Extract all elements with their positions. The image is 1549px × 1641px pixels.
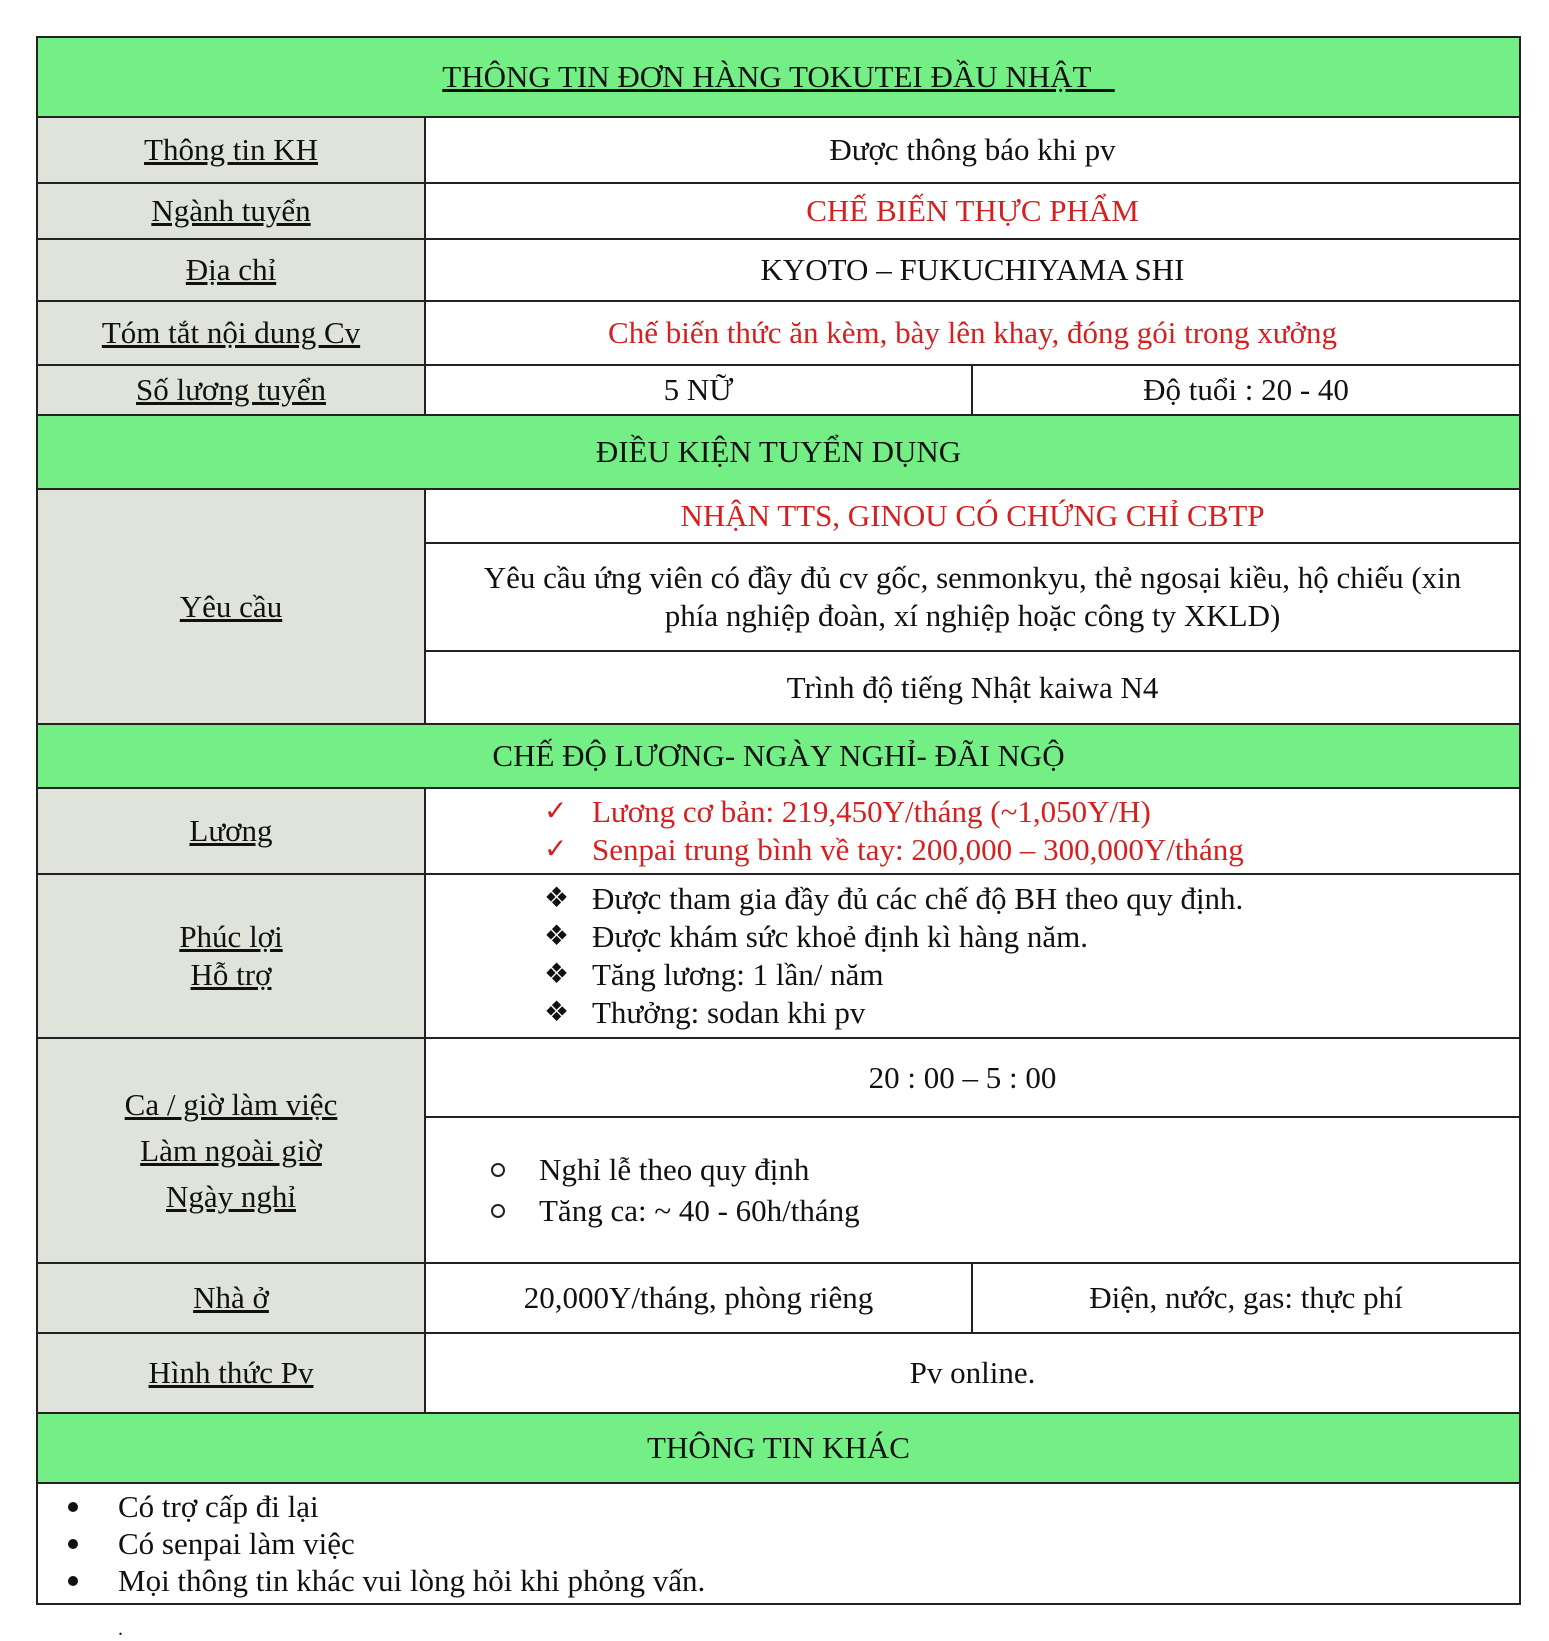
welfare-item: ❖ Được tham gia đầy đủ các chế độ BH theo quy định. — [544, 881, 1244, 916]
job-order-table — [36, 36, 1521, 1605]
value-housing-rent: 20,000Y/tháng, phòng riêng — [425, 1263, 972, 1333]
dot-bullet-icon — [68, 1502, 78, 1512]
welfare-cell — [425, 874, 1520, 1038]
four-diamond-bullet-icon: ❖ — [544, 921, 570, 952]
four-diamond-bullet-icon: ❖ — [544, 883, 570, 914]
label-interview: Hình thức Pv — [37, 1333, 425, 1413]
job-order-sheet — [36, 36, 1519, 1605]
requirement-documents-line2: phía nghiệp đoàn, xí nghiệp hoặc công ty XKLD) — [664, 598, 1281, 633]
salary-list — [426, 793, 1519, 869]
label-quantity: Số lương tuyển — [37, 365, 425, 415]
four-diamond-bullet-icon: ❖ — [544, 959, 570, 990]
section-conditions-header: ĐIỀU KIỆN TUYỂN DỤNG — [37, 415, 1520, 489]
label-welfare — [37, 874, 425, 1038]
label-industry: Ngành tuyển — [37, 183, 425, 239]
value-address: KYOTO – FUKUCHIYAMA SHI — [425, 239, 1520, 301]
trailing-mark: . — [118, 1618, 123, 1640]
label-address: Địa chỉ — [37, 239, 425, 301]
welfare-list — [426, 880, 1519, 1032]
circle-bullet-icon — [491, 1163, 505, 1177]
label-requirements: Yêu cầu — [37, 489, 425, 724]
requirement-language: Trình độ tiếng Nhật kaiwa N4 — [425, 651, 1520, 724]
value-age: Độ tuổi : 20 - 40 — [972, 365, 1520, 415]
value-industry: CHẾ BIẾN THỰC PHẨM — [425, 183, 1520, 239]
salary-item: ✓ Lương cơ bản: 219,450Y/tháng (~1,050Y/H) — [544, 794, 1151, 829]
label-housing: Nhà ở — [37, 1263, 425, 1333]
check-mark-icon: ✓ — [544, 834, 568, 865]
shift-details-list — [426, 1149, 1519, 1231]
four-diamond-bullet-icon: ❖ — [544, 997, 570, 1028]
section-salary-header: CHẾ ĐỘ LƯƠNG- NGÀY NGHỈ- ĐÃI NGỘ — [37, 724, 1520, 788]
value-summary: Chế biến thức ăn kèm, bày lên khay, đóng gói trong xưởng — [425, 301, 1520, 365]
label-welfare-line1: Phúc lợi — [179, 919, 283, 954]
section-other-header: THÔNG TIN KHÁC — [37, 1413, 1520, 1483]
salary-cell — [425, 788, 1520, 874]
welfare-item: ❖ Tăng lương: 1 lần/ năm — [544, 957, 884, 992]
check-mark-icon: ✓ — [544, 796, 568, 827]
label-summary: Tóm tắt nội dung Cv — [37, 301, 425, 365]
welfare-item: ❖ Thưởng: sodan khi pv — [544, 995, 866, 1030]
shift-detail-item: Tăng ca: ~ 40 - 60h/tháng — [491, 1190, 1519, 1231]
page-title: THÔNG TIN ĐƠN HÀNG TOKUTEI ĐẦU NHẬT — [442, 59, 1092, 94]
shift-detail-item: Nghỉ lễ theo quy định — [491, 1149, 1519, 1190]
label-shift-line3: Ngày nghỉ — [165, 1178, 296, 1214]
value-quantity: 5 NỮ — [425, 365, 972, 415]
other-info-cell — [37, 1483, 1520, 1604]
other-info-item: Mọi thông tin khác vui lòng hỏi khi phỏng vấn. — [68, 1562, 1519, 1599]
dot-bullet-icon — [68, 1576, 78, 1586]
label-shift-line2: Làm ngoài giờ — [140, 1132, 322, 1168]
value-customer: Được thông báo khi pv — [425, 117, 1520, 183]
label-shift-line1: Ca / giờ làm việc — [124, 1086, 338, 1122]
requirement-documents — [425, 543, 1520, 651]
value-shift-hours: 20 : 00 – 5 : 00 — [425, 1038, 1520, 1117]
circle-bullet-icon — [491, 1204, 505, 1218]
value-housing-utilities: Điện, nước, gas: thực phí — [972, 1263, 1520, 1333]
other-info-list — [38, 1484, 1519, 1603]
dot-bullet-icon — [68, 1539, 78, 1549]
shift-details-cell — [425, 1117, 1520, 1263]
requirement-certificate: NHẬN TTS, GINOU CÓ CHỨNG CHỈ CBTP — [425, 489, 1520, 543]
other-info-item: Có trợ cấp đi lại — [68, 1488, 1519, 1525]
requirement-documents-line1: Yêu cầu ứng viên có đầy đủ cv gốc, senmonkyu, thẻ ngosại kiều, hộ chiếu (xin — [483, 560, 1462, 595]
label-shift — [37, 1038, 425, 1263]
title-header — [37, 37, 1520, 117]
other-info-item: Có senpai làm việc — [68, 1525, 1519, 1562]
label-customer: Thông tin KH — [37, 117, 425, 183]
label-welfare-line2: Hỗ trợ — [190, 957, 272, 992]
salary-item: ✓ Senpai trung bình về tay: 200,000 – 300,000Y/tháng — [544, 832, 1244, 867]
label-salary: Lương — [37, 788, 425, 874]
welfare-item: ❖ Được khám sức khoẻ định kì hàng năm. — [544, 919, 1088, 954]
value-interview: Pv online. — [425, 1333, 1520, 1413]
